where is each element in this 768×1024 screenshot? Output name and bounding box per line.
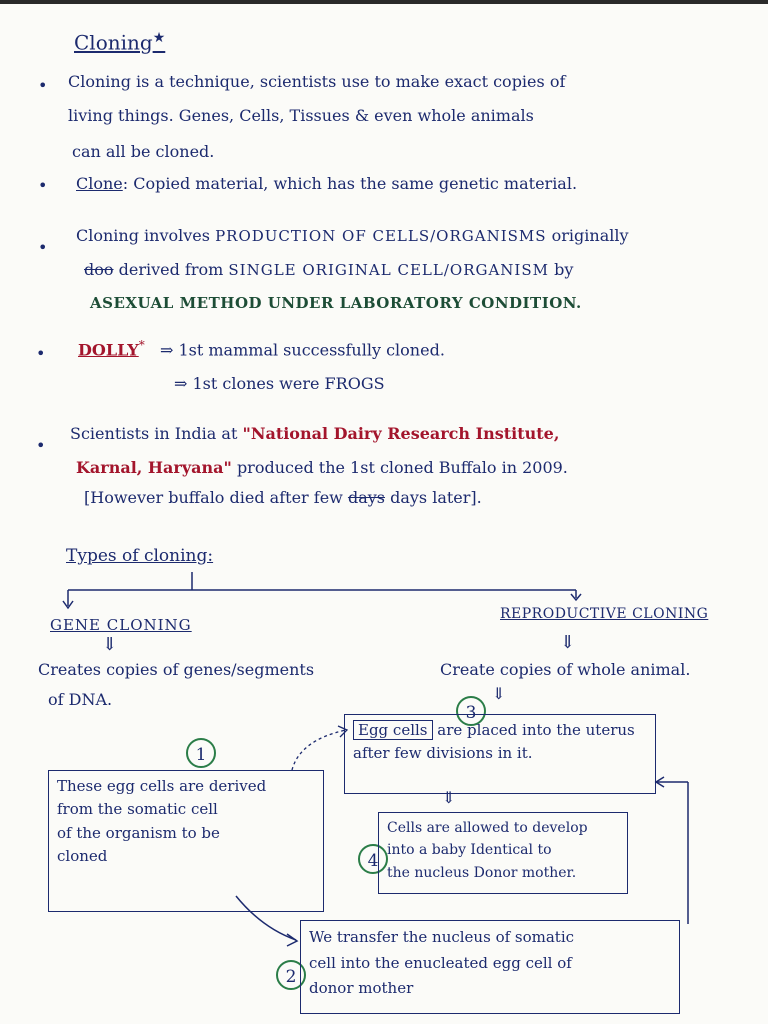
dolly-term: DOLLY xyxy=(78,340,139,360)
gene-desc-1: Creates copies of genes/segments xyxy=(38,660,315,679)
bullet-1-line-2: living things. Genes, Cells, Tissues & even whole animals xyxy=(68,106,534,125)
step-4-box xyxy=(378,812,628,894)
step-2-number: 2 xyxy=(276,960,306,990)
bullet-dot-1: • xyxy=(38,76,48,95)
bullet-dot-3: • xyxy=(38,238,48,257)
gene-cloning-label: GENE CLONING xyxy=(50,616,192,634)
step-2-line-3: donor mother xyxy=(309,979,414,997)
step-4-number: 4 xyxy=(358,844,388,874)
step-2-box xyxy=(300,920,680,1014)
clone-term: Clone xyxy=(76,174,123,193)
step-4-line-2: into a baby Identical to xyxy=(387,842,552,859)
gene-arrow: ⇓ xyxy=(102,634,118,655)
gene-desc-2: of DNA. xyxy=(48,690,113,709)
bullet-1-line-1: Cloning is a technique, scientists use to make exact copies of xyxy=(68,72,566,91)
bullet-3-line-2: doo derived from SINGLE ORIGINAL CELL/ORGANISM by xyxy=(84,260,574,279)
bullet-3-line-1: Cloning involves PRODUCTION OF CELLS/ORGANISMS originally xyxy=(76,226,629,245)
step-3-number: 3 xyxy=(456,696,486,726)
step-1-box xyxy=(48,770,324,912)
bullet-3-line-3: ASEXUAL METHOD UNDER LABORATORY CONDITION. xyxy=(90,294,582,312)
types-heading: Types of cloning: xyxy=(66,546,214,566)
step-1-line-4: cloned xyxy=(57,846,108,865)
bullet-5-line-1: Scientists in India at "National Dairy Research Institute, xyxy=(70,424,560,443)
bullet-dot-5: • xyxy=(36,436,46,455)
step-3-box xyxy=(344,714,656,794)
step-2-line-1: We transfer the nucleus of somatic xyxy=(309,928,575,946)
step-2-line-2: cell into the enucleated egg cell of xyxy=(309,953,572,972)
step-3-line-1: Egg cells are placed into the uterus xyxy=(353,719,647,742)
bullet-5-line-2: Karnal, Haryana" produced the 1st cloned Buffalo in 2009. xyxy=(76,458,568,477)
bullet-dot-2: • xyxy=(38,176,48,195)
step-1-line-2: from the somatic cell xyxy=(57,800,218,819)
reproductive-arrow: ⇓ xyxy=(560,632,576,653)
egg-cells-boxed: Egg cells xyxy=(353,720,433,740)
step-1-line-3: of the organism to be xyxy=(57,823,220,842)
reproductive-desc: Create copies of whole animal. xyxy=(440,660,691,679)
step-3-line-2: after few divisions in it. xyxy=(353,744,533,763)
step-1-number: 1 xyxy=(186,738,216,768)
bullet-1-line-3: can all be cloned. xyxy=(72,142,215,161)
step-1-line-1: These egg cells are derived xyxy=(57,777,267,795)
step-4-line-1: Cells are allowed to develop xyxy=(387,820,588,836)
bullet-4-line-2: ⇒ 1st clones were FROGS xyxy=(174,374,385,393)
bullet-dot-4: • xyxy=(36,344,46,363)
step-4-down-arrow: ⇓ xyxy=(442,788,456,807)
clone-definition: : Copied material, which has the same genetic material. xyxy=(122,174,578,193)
bullet-4-line-1: DOLLY* ⇒ 1st mammal successfully cloned. xyxy=(78,338,445,360)
step-4-line-3: the nucleus Donor mother. xyxy=(387,864,577,881)
step-3-down-arrow: ⇓ xyxy=(492,684,506,703)
page-title: Cloning★ xyxy=(74,30,166,55)
bullet-5-line-3: [However buffalo died after few days days later]. xyxy=(84,488,482,507)
star-mark: ★ xyxy=(152,30,166,46)
reproductive-cloning-label: REPRODUCTIVE CLONING xyxy=(500,606,709,622)
